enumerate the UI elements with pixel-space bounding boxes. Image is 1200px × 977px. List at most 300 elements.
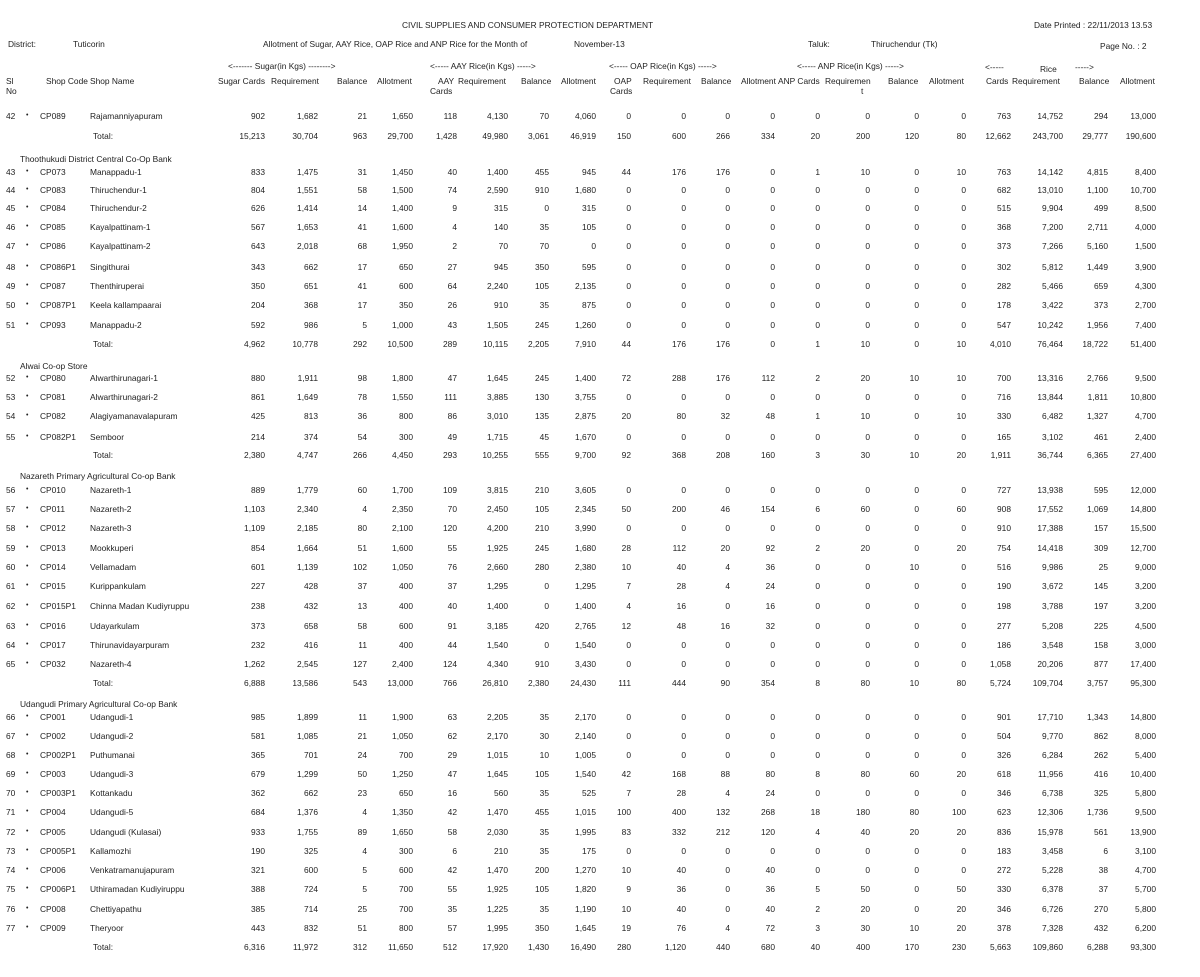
cell-sugar-cards: 1,109 <box>244 523 265 533</box>
cell-aay-balance: 2,205 <box>528 339 549 349</box>
cell-aay-balance: 3,061 <box>528 131 549 141</box>
cell-anp-requirement: 0 <box>865 222 870 232</box>
cell-sugar-allotment: 1,700 <box>392 485 413 495</box>
cell-rice-balance: 262 <box>1094 750 1108 760</box>
cell-aay-balance: 555 <box>535 450 549 460</box>
cell-anp-allotment: 20 <box>956 543 966 553</box>
cell-anp-requirement: 180 <box>856 807 870 817</box>
cell-anp-cards: 18 <box>810 807 820 817</box>
cell-rice-balance: 6,365 <box>1087 450 1108 460</box>
cell-rice-allotment: 8,500 <box>1135 203 1156 213</box>
cell-oap-balance: 0 <box>725 111 730 121</box>
department-title: CIVIL SUPPLIES AND CONSUMER PROTECTION DEPARTMENT <box>402 20 654 30</box>
cell-rice-cards: 901 <box>997 712 1011 722</box>
cell-aay-allotment: 2,380 <box>575 562 596 572</box>
cell-anp-allotment: 0 <box>961 262 966 272</box>
cell-oap-cards: 0 <box>626 262 631 272</box>
cell-oap-allotment: 40 <box>765 904 775 914</box>
total-row <box>0 449 1200 461</box>
cell-anp-requirement: 80 <box>860 678 870 688</box>
total-row <box>0 130 1200 142</box>
cell-rice-requirement: 36,744 <box>1037 450 1063 460</box>
cell-oap-requirement: 400 <box>672 807 686 817</box>
cell-shop-name: Nazareth-2 <box>90 504 132 514</box>
cell-anp-balance: 0 <box>914 750 919 760</box>
cell-oap-allotment: 0 <box>770 222 775 232</box>
cell-oap-balance: 0 <box>725 523 730 533</box>
cell-aay-requirement: 1,925 <box>487 543 508 553</box>
cell-sl-no: 65 <box>6 659 16 669</box>
col-anp-requirement: Requiremen <box>825 76 871 86</box>
cell-aay-balance: 245 <box>535 543 549 553</box>
cell-aay-cards: 16 <box>447 788 457 798</box>
cell-rice-allotment: 9,500 <box>1135 807 1156 817</box>
cell-anp-allotment: 0 <box>961 485 966 495</box>
cell-aay-allotment: 1,400 <box>575 601 596 611</box>
cell-sugar-cards: 204 <box>251 300 265 310</box>
cell-anp-requirement: 0 <box>865 621 870 631</box>
cell-shop-code: CP009 <box>40 923 66 933</box>
cell-shop-name: Mookkuperi <box>90 543 134 553</box>
cell-aay-cards: 74 <box>447 185 457 195</box>
cell-aay-balance: 0 <box>544 640 549 650</box>
table-row <box>0 542 1200 554</box>
cell-rice-requirement: 5,208 <box>1042 621 1063 631</box>
cell-aay-allotment: 525 <box>582 788 596 798</box>
cell-rice-cards: 190 <box>997 581 1011 591</box>
cell-sugar-cards: 861 <box>251 392 265 402</box>
cell-oap-requirement: 444 <box>672 678 686 688</box>
cell-aay-balance: 35 <box>539 222 549 232</box>
cell-aay-balance: 70 <box>539 241 549 251</box>
cell-shop-name: Manappadu-1 <box>90 167 142 177</box>
row-bullet: • <box>26 713 29 720</box>
cell-sugar-cards: 684 <box>251 807 265 817</box>
cell-sugar-balance: 5 <box>362 884 367 894</box>
cell-anp-requirement: 0 <box>865 712 870 722</box>
cell-shop-code: CP083 <box>40 185 66 195</box>
district-label: District: <box>8 39 36 49</box>
cell-shop-name: Nazareth-1 <box>90 485 132 495</box>
cell-anp-requirement: 0 <box>865 640 870 650</box>
cell-sugar-cards: 4,962 <box>244 339 265 349</box>
cell-rice-cards: 373 <box>997 241 1011 251</box>
cell-aay-requirement: 945 <box>494 262 508 272</box>
cell-sugar-balance: 11 <box>358 640 367 650</box>
cell-sugar-cards: 190 <box>251 846 265 856</box>
cell-sl-no: 48 <box>6 262 16 272</box>
cell-aay-balance: 35 <box>539 788 549 798</box>
cell-anp-balance: 0 <box>914 712 919 722</box>
cell-anp-allotment: 20 <box>956 923 966 933</box>
cell-anp-balance: 20 <box>909 827 919 837</box>
cell-rice-balance: 432 <box>1094 923 1108 933</box>
total-row <box>0 941 1200 953</box>
cell-oap-cards: 0 <box>626 485 631 495</box>
cell-anp-requirement: 0 <box>865 788 870 798</box>
cell-aay-requirement: 2,240 <box>487 281 508 291</box>
cell-aay-requirement: 2,590 <box>487 185 508 195</box>
cell-sl-no: 63 <box>6 621 16 631</box>
cell-oap-balance: 0 <box>725 203 730 213</box>
cell-rice-balance: 461 <box>1094 432 1108 442</box>
cell-rice-requirement: 15,978 <box>1037 827 1063 837</box>
cell-rice-cards: 763 <box>997 167 1011 177</box>
cell-anp-allotment: 0 <box>961 846 966 856</box>
col-sugar-balance: Balance <box>337 76 368 86</box>
cell-anp-requirement: 0 <box>865 241 870 251</box>
cell-aay-balance: 35 <box>539 300 549 310</box>
cell-oap-requirement: 0 <box>681 523 686 533</box>
cell-sugar-allotment: 1,450 <box>392 167 413 177</box>
cell-sugar-cards: 2,380 <box>244 450 265 460</box>
cell-aay-allotment: 2,140 <box>575 731 596 741</box>
cell-rice-requirement: 7,328 <box>1042 923 1063 933</box>
row-bullet: • <box>26 544 29 551</box>
cell-aay-cards: 4 <box>452 222 457 232</box>
cell-sugar-cards: 6,888 <box>244 678 265 688</box>
cell-oap-allotment: 0 <box>770 846 775 856</box>
cell-aay-requirement: 1,470 <box>487 865 508 875</box>
cell-rice-requirement: 6,284 <box>1042 750 1063 760</box>
cell-aay-allotment: 1,540 <box>575 769 596 779</box>
row-bullet: • <box>26 808 29 815</box>
cell-oap-cards: 9 <box>626 884 631 894</box>
cell-rice-allotment: 9,500 <box>1135 373 1156 383</box>
cell-aay-allotment: 1,015 <box>575 807 596 817</box>
cell-oap-balance: 88 <box>720 769 730 779</box>
cell-aay-allotment: 1,270 <box>575 865 596 875</box>
cell-anp-allotment: 0 <box>961 300 966 310</box>
cell-anp-cards: 3 <box>815 923 820 933</box>
cell-rice-allotment: 12,700 <box>1130 543 1156 553</box>
cell-rice-allotment: 7,400 <box>1135 320 1156 330</box>
cell-sugar-requirement: 4,747 <box>297 450 318 460</box>
cell-rice-allotment: 190,600 <box>1125 131 1156 141</box>
cell-rice-requirement: 109,704 <box>1032 678 1063 688</box>
cell-anp-allotment: 50 <box>956 884 966 894</box>
cell-aay-balance: 200 <box>535 865 549 875</box>
cell-anp-balance: 0 <box>914 339 919 349</box>
cell-anp-requirement: 10 <box>860 167 870 177</box>
cell-sl-no: 62 <box>6 601 16 611</box>
cell-shop-code: CP006 <box>40 865 66 875</box>
cell-sugar-allotment: 1,650 <box>392 111 413 121</box>
district-value: Tuticorin <box>73 39 105 49</box>
cell-aay-allotment: 2,135 <box>575 281 596 291</box>
cell-sl-no: 74 <box>6 865 16 875</box>
cell-sugar-allotment: 300 <box>399 432 413 442</box>
cell-oap-cards: 0 <box>626 300 631 310</box>
col-oap-balance: Balance <box>701 76 732 86</box>
cell-sugar-cards: 933 <box>251 827 265 837</box>
cell-sl-no: 67 <box>6 731 16 741</box>
cell-oap-balance: 0 <box>725 731 730 741</box>
cell-rice-cards: 302 <box>997 262 1011 272</box>
cell-aay-cards: 2 <box>452 241 457 251</box>
table-row <box>0 240 1200 252</box>
cell-rice-cards: 277 <box>997 621 1011 631</box>
cell-shop-name: Thiruchendur-2 <box>90 203 147 213</box>
cell-sugar-allotment: 1,600 <box>392 222 413 232</box>
cell-anp-allotment: 0 <box>961 111 966 121</box>
col-anp-cards: ANP Cards <box>778 76 820 86</box>
cell-anp-requirement: 20 <box>860 373 870 383</box>
cell-shop-name: Semboor <box>90 432 124 442</box>
cell-rice-balance: 38 <box>1098 865 1108 875</box>
cell-anp-balance: 10 <box>909 562 919 572</box>
cell-anp-cards: 0 <box>815 262 820 272</box>
cell-aay-requirement: 1,540 <box>487 640 508 650</box>
cell-oap-cards: 0 <box>626 712 631 722</box>
cell-rice-requirement: 14,418 <box>1037 543 1063 553</box>
cell-sugar-requirement: 658 <box>304 621 318 631</box>
cell-oap-balance: 176 <box>716 373 730 383</box>
cell-rice-allotment: 27,400 <box>1130 450 1156 460</box>
cell-sugar-cards: 214 <box>251 432 265 442</box>
cell-rice-requirement: 13,844 <box>1037 392 1063 402</box>
cell-anp-requirement: 30 <box>860 450 870 460</box>
col-rice-allotment: Allotment <box>1120 76 1155 86</box>
cell-oap-cards: 7 <box>626 788 631 798</box>
cell-oap-requirement: 112 <box>672 543 686 553</box>
cell-sugar-cards: 227 <box>251 581 265 591</box>
table-row <box>0 639 1200 651</box>
cell-oap-requirement: 40 <box>676 562 686 572</box>
cell-aay-balance: 0 <box>544 581 549 591</box>
cell-sugar-cards: 388 <box>251 884 265 894</box>
cell-anp-balance: 0 <box>914 523 919 533</box>
col-no: No <box>6 86 17 96</box>
cell-aay-allotment: 1,295 <box>575 581 596 591</box>
cell-anp-allotment: 80 <box>956 131 966 141</box>
cell-anp-balance: 60 <box>909 769 919 779</box>
cell-rice-allotment: 4,700 <box>1135 865 1156 875</box>
cell-oap-balance: 4 <box>725 562 730 572</box>
cell-sugar-balance: 78 <box>357 392 367 402</box>
cell-sugar-cards: 232 <box>251 640 265 650</box>
cell-aay-balance: 45 <box>539 432 549 442</box>
col-oap-cards: OAP <box>614 76 632 86</box>
cell-aay-requirement: 1,995 <box>487 923 508 933</box>
cell-aay-requirement: 2,205 <box>487 712 508 722</box>
cell-rice-allotment: 3,000 <box>1135 640 1156 650</box>
cell-rice-cards: 12,662 <box>985 131 1011 141</box>
cell-sugar-requirement: 30,704 <box>292 131 318 141</box>
col-anp-balance: Balance <box>888 76 919 86</box>
table-row <box>0 806 1200 818</box>
cell-oap-balance: 0 <box>725 846 730 856</box>
cell-aay-balance: 135 <box>535 411 549 421</box>
cell-aay-requirement: 1,400 <box>487 601 508 611</box>
row-bullet: • <box>26 524 29 531</box>
cell-oap-allotment: 154 <box>761 504 775 514</box>
cell-anp-cards: 1 <box>815 167 820 177</box>
row-bullet: • <box>26 263 29 270</box>
cell-rice-requirement: 9,904 <box>1042 203 1063 213</box>
cell-anp-balance: 0 <box>914 167 919 177</box>
cell-sugar-requirement: 325 <box>304 846 318 856</box>
cell-rice-allotment: 51,400 <box>1130 339 1156 349</box>
cell-anp-cards: 6 <box>815 504 820 514</box>
cell-aay-balance: 35 <box>539 827 549 837</box>
cell-rice-allotment: 5,800 <box>1135 904 1156 914</box>
table-row <box>0 749 1200 761</box>
cell-sl-no: 42 <box>6 111 16 121</box>
cell-anp-balance: 0 <box>914 621 919 631</box>
cell-sugar-balance: 21 <box>357 731 367 741</box>
cell-anp-cards: 0 <box>815 111 820 121</box>
cell-rice-cards: 346 <box>997 788 1011 798</box>
row-bullet: • <box>26 433 29 440</box>
row-bullet: • <box>26 866 29 873</box>
cell-sugar-cards: 804 <box>251 185 265 195</box>
cell-aay-allotment: 2,345 <box>575 504 596 514</box>
cell-oap-allotment: 0 <box>770 262 775 272</box>
cell-aay-requirement: 3,010 <box>487 411 508 421</box>
cell-aay-allotment: 46,919 <box>570 131 596 141</box>
cell-sugar-cards: 350 <box>251 281 265 291</box>
col-aay-cards: AAY <box>438 76 455 86</box>
cell-rice-cards: 165 <box>997 432 1011 442</box>
cell-oap-cards: 42 <box>621 769 631 779</box>
cell-rice-allotment: 2,700 <box>1135 300 1156 310</box>
cell-rice-requirement: 9,770 <box>1042 731 1063 741</box>
cell-aay-balance: 455 <box>535 167 549 177</box>
cell-rice-requirement: 6,482 <box>1042 411 1063 421</box>
cell-sugar-requirement: 701 <box>304 750 318 760</box>
cell-rice-balance: 862 <box>1094 731 1108 741</box>
cell-rice-cards: 330 <box>997 411 1011 421</box>
cell-sugar-requirement: 1,475 <box>297 167 318 177</box>
cell-rice-balance: 1,956 <box>1087 320 1108 330</box>
cell-shop-name: Thirunavidayarpuram <box>90 640 170 650</box>
date-printed: Date Printed : 22/11/2013 13.53 <box>1034 20 1153 30</box>
cell-sugar-requirement: 1,414 <box>297 203 318 213</box>
col-oap-cards-2: Cards <box>610 86 633 96</box>
cell-aay-requirement: 26,810 <box>482 678 508 688</box>
cell-sugar-requirement: 1,299 <box>297 769 318 779</box>
cell-rice-allotment: 10,700 <box>1130 185 1156 195</box>
cell-oap-balance: 212 <box>716 827 730 837</box>
cell-anp-allotment: 0 <box>961 712 966 722</box>
cell-aay-requirement: 1,400 <box>487 167 508 177</box>
cell-aay-allotment: 175 <box>582 846 596 856</box>
cell-rice-allotment: 3,200 <box>1135 601 1156 611</box>
cell-oap-balance: 20 <box>720 543 730 553</box>
cell-aay-requirement: 140 <box>494 222 508 232</box>
cell-oap-balance: 0 <box>725 904 730 914</box>
cell-oap-balance: 0 <box>725 601 730 611</box>
cell-aay-allotment: 3,430 <box>575 659 596 669</box>
cell-shop-name: Kallamozhi <box>90 846 131 856</box>
table-row <box>0 372 1200 384</box>
cell-oap-balance: 0 <box>725 185 730 195</box>
cell-sugar-allotment: 300 <box>399 846 413 856</box>
cell-anp-requirement: 0 <box>865 111 870 121</box>
cell-anp-balance: 0 <box>914 281 919 291</box>
cell-rice-balance: 416 <box>1094 769 1108 779</box>
cell-oap-balance: 0 <box>725 222 730 232</box>
cell-aay-allotment: 1,820 <box>575 884 596 894</box>
cell-sugar-balance: 41 <box>357 281 367 291</box>
cell-shop-code: CP089 <box>40 111 66 121</box>
cell-shop-name: Udangudi-1 <box>90 712 134 722</box>
cell-oap-cards: 0 <box>626 659 631 669</box>
col-sl: Sl <box>6 76 14 86</box>
cell-sugar-cards: 425 <box>251 411 265 421</box>
cell-oap-balance: 16 <box>720 621 730 631</box>
cell-oap-balance: 0 <box>725 865 730 875</box>
table-row <box>0 620 1200 632</box>
cell-aay-requirement: 560 <box>494 788 508 798</box>
cell-oap-cards: 72 <box>621 373 631 383</box>
cell-anp-requirement: 0 <box>865 320 870 330</box>
cell-rice-cards: 504 <box>997 731 1011 741</box>
cell-oap-allotment: 80 <box>765 769 775 779</box>
col-aay-requirement: Requirement <box>458 76 506 86</box>
cell-anp-cards: 8 <box>815 769 820 779</box>
cell-rice-cards: 368 <box>997 222 1011 232</box>
cell-aay-cards: 9 <box>452 203 457 213</box>
cell-total-label: Total: <box>93 942 114 952</box>
cell-oap-allotment: 0 <box>770 731 775 741</box>
cell-anp-requirement: 0 <box>865 485 870 495</box>
cell-aay-cards: 91 <box>447 621 457 631</box>
cell-aay-requirement: 210 <box>494 846 508 856</box>
cell-rice-requirement: 3,422 <box>1042 300 1063 310</box>
cell-rice-cards: 1,058 <box>990 659 1011 669</box>
cell-oap-cards: 44 <box>621 339 631 349</box>
cell-anp-balance: 0 <box>914 241 919 251</box>
cell-oap-allotment: 0 <box>770 640 775 650</box>
cell-aay-balance: 420 <box>535 621 549 631</box>
cell-rice-requirement: 7,200 <box>1042 222 1063 232</box>
cell-aay-balance: 210 <box>535 485 549 495</box>
cell-anp-requirement: 0 <box>865 601 870 611</box>
cell-rice-balance: 561 <box>1094 827 1108 837</box>
row-bullet: • <box>26 924 29 931</box>
sugar-group-header: <------- Sugar(in Kgs) --------> <box>228 61 336 71</box>
cell-aay-cards: 293 <box>443 450 457 460</box>
cell-oap-balance: 0 <box>725 640 730 650</box>
cell-anp-balance: 10 <box>909 450 919 460</box>
cell-sl-no: 54 <box>6 411 16 421</box>
cell-rice-requirement: 3,788 <box>1042 601 1063 611</box>
cell-oap-cards: 50 <box>621 504 631 514</box>
cell-rice-balance: 37 <box>1098 884 1108 894</box>
cell-aay-cards: 109 <box>443 485 457 495</box>
cell-anp-cards: 20 <box>810 131 820 141</box>
cell-anp-requirement: 0 <box>865 562 870 572</box>
cell-rice-allotment: 17,400 <box>1130 659 1156 669</box>
cell-sl-no: 47 <box>6 241 16 251</box>
cell-aay-requirement: 2,660 <box>487 562 508 572</box>
cell-oap-balance: 0 <box>725 432 730 442</box>
cell-rice-cards: 346 <box>997 904 1011 914</box>
cell-rice-balance: 6,288 <box>1087 942 1108 952</box>
cell-rice-balance: 157 <box>1094 523 1108 533</box>
cell-shop-code: CP010 <box>40 485 66 495</box>
cell-shop-name: Kurippankulam <box>90 581 146 591</box>
cell-aay-requirement: 315 <box>494 203 508 213</box>
cell-anp-balance: 10 <box>909 678 919 688</box>
cell-sl-no: 72 <box>6 827 16 837</box>
cell-oap-allotment: 0 <box>770 712 775 722</box>
cell-rice-balance: 309 <box>1094 543 1108 553</box>
row-bullet: • <box>26 770 29 777</box>
cell-rice-allotment: 5,800 <box>1135 788 1156 798</box>
